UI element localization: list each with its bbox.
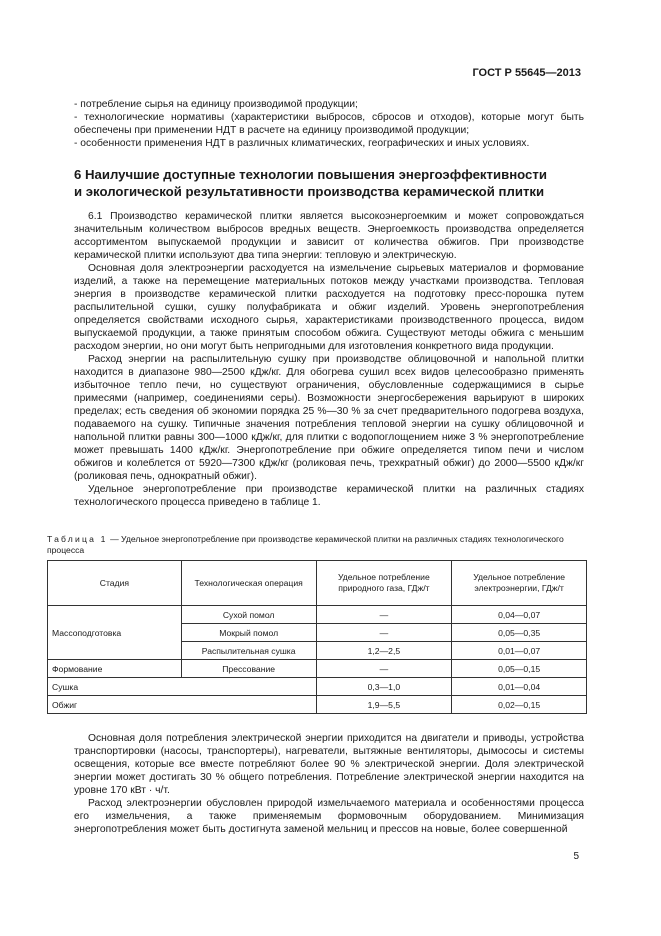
paragraph: Основная доля электроэнергии расходуется на измельчение сырьевых материалов и формование изделий, а также на перемещение материальных потоков между участками производства. Тепловая энергия в производстве керамической плитки расходуется на подготовку пресс-порошка путем распылительной сушки, сушку полуфабриката и обжиг изделий. Уровень энергопотребления определяется свойствами исходного сырья, характеристиками производственного процесса, видом выпускаемой продукции, а также принятым способом обжига. Существуют методы обжига с меньшим расходом энергии, но они могут быть непригодными для изготовления конкретного вида продукции. <box>74 263 584 352</box>
table-header-row <box>48 561 587 606</box>
gas-cell: 1,9—5,5 <box>316 696 452 714</box>
header-stage: Стадия <box>48 561 182 606</box>
electric-cell: 0,04—0,07 <box>452 606 587 624</box>
table-caption-text: — Удельное энергопотребление при производстве керамической плитки на различных стадиях технологического процесса <box>47 534 564 555</box>
list-item: - потребление сырья на единицу производимой продукции; <box>74 99 358 110</box>
paragraph: Расход энергии на распылительную сушку при производстве облицовочной и напольной плитки находится в диапазоне 980—2500 кДж/кг. Для обогрева сушил всех видов целесообразно применять избыточное тепло печи, но существуют ограничения, обусловленные содержащимися в сырье примесями (например, соединениями серы). Возможности энергосбережения варьируют в широких пределах; есть сведения об экономии порядка 25 %—30 % за счет предварительного подогрева воздуха, подаваемого на сушку. Типичные значения потребления тепловой энергии на сушку облицовочной и напольной плитки равны 300—1000 кДж/кг, для плитки с водопоглощением ниже 3 % энергопотребление может превышать 1400 кДж/кг. Энергопотребление при обжиге определяется типом печи и числом обжигов и колеблется от 5920—7300 кДж/кг (роликовая печь, трехкратный обжиг) до 2000—5500 кДж/кг (роликовая печь, однократный обжиг). <box>74 354 584 482</box>
section-title-line: 6 Наилучшие доступные технологии повышения энергоэффективности <box>74 167 547 182</box>
paragraph: 6.1 Производство керамической плитки является высокоэнергоемким и может сопровождаться значительным количеством выбросов вредных веществ. Энергоемкость производства определяется ассортиментом выпускаемой продукции и зависит от количества обжигов. При производстве керамической плитки используют два типа энергии: тепловую и электрическую. <box>74 211 584 261</box>
table-caption-label: Таблица 1 <box>47 534 108 544</box>
stage-cell: Сушка <box>48 678 317 696</box>
electric-cell: 0,05—0,35 <box>452 624 587 642</box>
stage-cell: Обжиг <box>48 696 317 714</box>
body-text-after-table <box>74 732 584 836</box>
list-item: - особенности применения НДТ в различных климатических, географических и иных условиях. <box>74 138 530 149</box>
section-title-line: и экологической результативности производства керамической плитки <box>74 184 545 199</box>
energy-table <box>47 560 587 714</box>
table-row <box>48 606 587 624</box>
header-gas: Удельное потребление природного газа, ГДж/т <box>316 561 452 606</box>
list-item: - технологические нормативы (характеристики выбросов, сбросов и отходов), которые могут быть обеспечены при применении НДТ в расчете на единицу производимой продукции; <box>74 112 584 136</box>
page-number: 5 <box>573 851 579 862</box>
electric-cell: 0,01—0,07 <box>452 642 587 660</box>
stage-cell: Массоподготовка <box>48 606 182 660</box>
table-row <box>48 660 587 678</box>
stage-cell: Формование <box>48 660 182 678</box>
paragraph: Основная доля потребления электрической энергии приходится на двигатели и приводы, устройства транспортировки (насосы, транспортеры), нагреватели, вытяжные вентиляторы, дымососы и системы освещения, которые все вместе потребляют более 90 % электрической энергии. Доля электрической энергии может достигать 30 % общего потребления. Потребление электрической энергии находится на уровне 170 кВт · ч/т. <box>74 733 584 796</box>
header-electric: Удельное потребление электроэнергии, ГДж/т <box>452 561 587 606</box>
gas-cell: — <box>316 624 452 642</box>
operation-cell: Мокрый помол <box>181 624 316 642</box>
table-row <box>48 696 587 714</box>
table-row <box>48 678 587 696</box>
section-title <box>74 166 594 200</box>
paragraph: Удельное энергопотребление при производстве керамической плитки на различных стадиях технологического процесса приведено в таблице 1. <box>74 484 584 508</box>
gas-cell: — <box>316 606 452 624</box>
gas-cell: — <box>316 660 452 678</box>
operation-cell: Прессование <box>181 660 316 678</box>
operation-cell: Сухой помол <box>181 606 316 624</box>
operation-cell: Распылительная сушка <box>181 642 316 660</box>
electric-cell: 0,01—0,04 <box>452 678 587 696</box>
intro-list <box>74 98 584 150</box>
electric-cell: 0,02—0,15 <box>452 696 587 714</box>
paragraph: Расход электроэнергии обусловлен природой измельчаемого материала и особенностями процесса его измельчения, а также применяемым формовочным оборудованием. Минимизация энергопотребления может быть достигнута заменой мельниц и прессов на новые, более совершенной <box>74 798 584 835</box>
standard-header: ГОСТ Р 55645—2013 <box>472 67 581 79</box>
gas-cell: 1,2—2,5 <box>316 642 452 660</box>
electric-cell: 0,05—0,15 <box>452 660 587 678</box>
header-operation: Технологическая операция <box>181 561 316 606</box>
body-text <box>74 210 584 509</box>
table-caption <box>47 534 587 556</box>
gas-cell: 0,3—1,0 <box>316 678 452 696</box>
